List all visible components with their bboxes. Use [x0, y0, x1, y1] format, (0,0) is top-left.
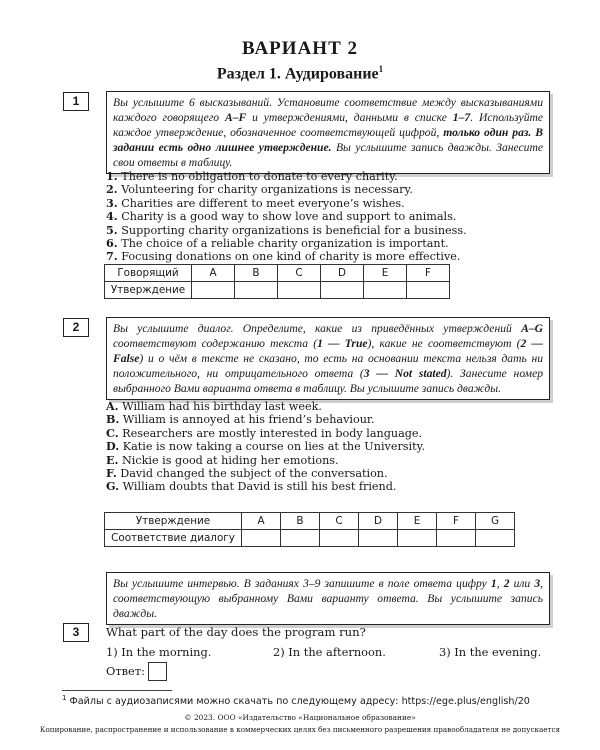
task-2-instr-part: ) и о чём в тексте не сказано, то есть на основании текста нельзя дать ни положительного, ни отрицательного ответа (: [113, 352, 543, 380]
footnote-divider: [62, 690, 172, 691]
task-2-answer-table: [104, 512, 515, 547]
interview-instr-part: 1: [490, 577, 497, 590]
task-2-number: 2: [63, 318, 89, 337]
list-item-text: There is no obligation to donate to every charity.: [121, 170, 398, 183]
list-item-key: B.: [106, 412, 120, 427]
variant-title: ВАРИАНТ 2: [241, 38, 358, 59]
list-item-text: Nickie is good at hiding her emotions.: [122, 453, 339, 467]
task-3-number: 3: [63, 623, 89, 642]
answer-cell[interactable]: [192, 282, 235, 299]
task-1-instr-part: A–F: [224, 111, 247, 124]
list-item-text: David changed the subject of the conversation.: [120, 466, 388, 480]
list-item: [106, 224, 467, 237]
list-item-key: A.: [106, 399, 119, 413]
table-header-cell: B: [235, 265, 278, 282]
table-header-cell: D: [359, 513, 398, 530]
interview-instr-part: ,: [496, 577, 504, 590]
list-item-text: Supporting charity organizations is beneficial for a business.: [121, 223, 467, 237]
task-3-answer-label: Ответ:: [106, 664, 145, 678]
list-item-text: Volunteering for charity organizations is necessary.: [121, 183, 413, 197]
interview-instr-part: , соответствующую выбранному Вами варианту ответа. Вы услышите запись дважды.: [113, 577, 544, 620]
list-item: [106, 427, 425, 440]
list-item-text: William had his birthday last week.: [122, 400, 322, 413]
task-1-number: 1: [63, 92, 89, 111]
task-2-instr-part: 3 — Not stated: [363, 367, 447, 380]
task-1-instr-part: 1–7: [452, 111, 471, 124]
task-3-option: 2) In the afternoon.: [273, 645, 386, 659]
table-header-cell: B: [281, 513, 320, 530]
answer-cell[interactable]: [281, 530, 320, 547]
list-item: [106, 467, 425, 480]
task-2-instruction: [106, 317, 550, 400]
list-item: [106, 480, 425, 493]
task-2-instr-part: 1 — True: [317, 337, 368, 350]
task-3-answer-box[interactable]: [148, 662, 167, 681]
task-2-statement-list: [106, 400, 425, 494]
list-item: [106, 454, 425, 467]
copyright: © 2023. ООО «Издательство «Национальное образование»: [184, 713, 416, 722]
list-item-key: G.: [106, 479, 120, 494]
answer-cell[interactable]: [321, 282, 364, 299]
table-header-cell: C: [320, 513, 359, 530]
section-title: [0, 64, 600, 83]
task-2-instr-part: ). Занесите номер выбранного Вами варианта ответа в таблицу. Вы услышите запись дважды.: [113, 367, 544, 395]
list-item-key: 1.: [106, 169, 118, 183]
list-item-key: 7.: [106, 249, 118, 264]
list-item: [106, 183, 467, 196]
task-3-option: 1) In the morning.: [106, 645, 212, 659]
table-header-cell: E: [398, 513, 437, 530]
list-item-key: 6.: [106, 235, 118, 250]
table-row-label: Утверждение: [105, 513, 242, 530]
table-row: [105, 513, 515, 530]
list-item-key: F.: [106, 465, 117, 480]
interview-instr-part: или: [509, 577, 535, 590]
answer-cell[interactable]: [235, 282, 278, 299]
list-item-key: 5.: [106, 222, 118, 237]
answer-cell[interactable]: [437, 530, 476, 547]
table-row: [105, 282, 450, 299]
list-item-text: Katie is now taking a course on lies at the University.: [122, 440, 426, 454]
table-row-label: Утверждение: [105, 282, 192, 299]
table-header-cell: A: [242, 513, 281, 530]
task-2-instr-part: соответствуют содержанию текста (: [113, 337, 318, 350]
interview-instr-part: 2: [503, 577, 510, 590]
list-item-text: Charities are different to meet everyone’s wishes.: [121, 196, 405, 210]
list-item: [106, 170, 467, 183]
list-item-key: 2.: [106, 182, 118, 197]
section-title-text: Раздел 1. Аудирование: [216, 65, 379, 83]
table-header-cell: F: [407, 265, 450, 282]
list-item: [106, 440, 425, 453]
table-header-cell: C: [278, 265, 321, 282]
interview-instr-part: 3: [534, 577, 541, 590]
table-header-cell: A: [192, 265, 235, 282]
task-3-option: 3) In the evening.: [439, 645, 542, 659]
task-2-instr-part: 2 — False: [113, 337, 543, 365]
task-1-instr-part: и утверждениями, данными в списке: [246, 111, 453, 124]
list-item-text: Researchers are mostly interested in body language.: [122, 426, 423, 440]
task-1-answer-table: [104, 264, 450, 299]
footnote-mark: 1: [62, 694, 67, 702]
list-item: [106, 197, 467, 210]
list-item-text: The choice of a reliable charity organization is important.: [121, 236, 449, 250]
list-item-text: William doubts that David is still his best friend.: [122, 480, 397, 494]
list-item-text: Focusing donations on one kind of charity is more effective.: [121, 250, 461, 264]
interview-instr-part: Вы услышите интервью. В заданиях 3–9 запишите в поле ответа цифру: [113, 577, 491, 590]
table-header-cell: G: [476, 513, 515, 530]
list-item: [106, 413, 425, 426]
footnote: [62, 694, 530, 707]
task-2-instr-part: A–G: [521, 322, 543, 335]
answer-cell[interactable]: [407, 282, 450, 299]
list-item-key: D.: [106, 439, 120, 454]
list-item-text: William is annoyed at his friend’s behaviour.: [122, 413, 375, 427]
list-item: [106, 210, 467, 223]
list-item-key: 4.: [106, 209, 118, 224]
task-1-instruction: [106, 91, 550, 174]
answer-cell[interactable]: [398, 530, 437, 547]
table-row-label: Говорящий: [105, 265, 192, 282]
table-header-cell: F: [437, 513, 476, 530]
footnote-text: Файлы с аудиозаписями можно скачать по следующему адресу: https://ege.plus/english/20: [69, 696, 530, 708]
task-1-instr-part: Вы услышите запись дважды. Занесите свои ответы в таблицу.: [113, 141, 543, 169]
answer-cell[interactable]: [278, 282, 321, 299]
answer-cell[interactable]: [242, 530, 281, 547]
table-header-cell: E: [364, 265, 407, 282]
task-1-statement-list: [106, 170, 467, 264]
list-item: [106, 237, 467, 250]
list-item: [106, 400, 425, 413]
task-2-instr-part: ), какие не соответствуют (: [367, 337, 521, 350]
interview-instruction: [106, 572, 550, 625]
table-row: [105, 530, 515, 547]
task-2-instr-part: Вы услышите диалог. Определите, какие из приведённых утверждений: [113, 322, 522, 335]
list-item-key: C.: [106, 425, 119, 440]
section-footnote-mark: 1: [378, 64, 384, 74]
list-item-key: 3.: [106, 195, 118, 210]
answer-cell[interactable]: [359, 530, 398, 547]
task-1-instr-part: Вы услышите 6 высказываний. Установите соответствие между высказываниями каждого говорящего: [113, 96, 543, 124]
table-row-label: Соответствие диалогу: [105, 530, 242, 547]
task-3-question: What part of the day does the program run?: [106, 625, 366, 639]
table-header-cell: D: [321, 265, 364, 282]
list-item-text: Charity is a good way to show love and support to animals.: [121, 210, 457, 224]
table-row: [105, 265, 450, 282]
task-1-instr-part: только один раз. В задании есть одно лишнее утверждение.: [113, 126, 544, 154]
answer-cell[interactable]: [320, 530, 359, 547]
list-item: [106, 250, 467, 263]
answer-cell[interactable]: [364, 282, 407, 299]
answer-cell[interactable]: [476, 530, 515, 547]
list-item-key: E.: [106, 452, 119, 467]
legal-notice: Копирование, распространение и использование в коммерческих целях без письменного разрешения правообладателя не допускается: [39, 725, 561, 734]
task-1-instr-part: . Используйте каждое утверждение, обозначенное соответствующей цифрой,: [113, 111, 544, 139]
